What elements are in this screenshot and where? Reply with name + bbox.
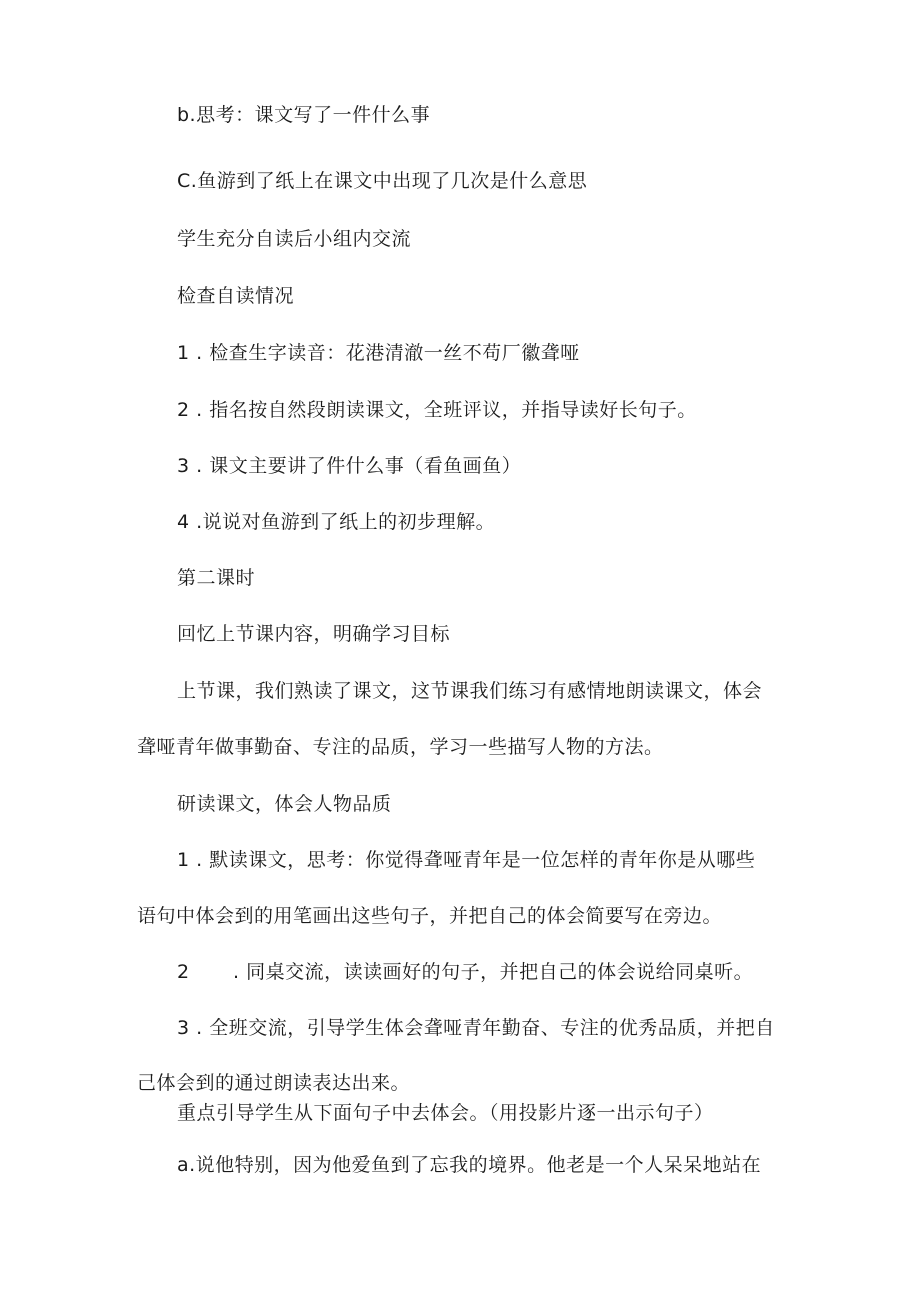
question-c: C.鱼游到了纸上在课文中出现了几次是什么意思 (177, 170, 588, 192)
list-item-4: 4 .说说对鱼游到了纸上的初步理解。 (177, 511, 496, 533)
check-reading-heading: 检查自读情况 (177, 285, 295, 307)
list-item-3: 3 . 课文主要讲了件什么事（看鱼画鱼） (177, 455, 522, 477)
sentence-a-line: a.说他特别，因为他爱鱼到了忘我的境界。他老是一个人呆呆地站在 (177, 1154, 762, 1176)
step-2-number: 2 (177, 961, 190, 983)
focus-guidance-line: 重点引导学生从下面句子中去体会。（用投影片逐一出示句子） (177, 1102, 714, 1124)
question-b: b.思考：课文写了一件什么事 (177, 104, 431, 126)
step-1-line-2: 语句中体会到的用笔画出这些句子，并把自己的体会简要写在旁边。 (137, 905, 723, 927)
list-item-2: 2 . 指名按自然段朗读课文，全班评议，并指导读好长句子。 (177, 399, 697, 421)
review-goals-line: 回忆上节课内容，明确学习目标 (177, 623, 451, 645)
paragraph-line-1: 上节课，我们熟读了课文，这节课我们练习有感情地朗读课文，体会 (177, 680, 763, 702)
step-2-line (177, 960, 753, 984)
step-2-text: . 同桌交流，读读画好的句子，并把自己的体会说给同桌听。 (233, 961, 754, 983)
step-3-line-2: 己体会到的通过朗读表达出来。 (137, 1072, 411, 1094)
step-1-line-1: 1 . 默读课文，思考：你觉得聋哑青年是一位怎样的青年你是从哪些 (177, 849, 756, 871)
second-lesson-heading: 第二课时 (177, 567, 256, 589)
paragraph-line-2: 聋哑青年做事勤奋、专注的品质，学习一些描写人物的方法。 (137, 736, 664, 758)
study-text-heading: 研读课文，体会人物品质 (177, 793, 392, 815)
list-item-1: 1 . 检查生字读音：花港清澈一丝不苟厂徽聋哑 (177, 342, 580, 364)
group-discussion-line: 学生充分自读后小组内交流 (177, 228, 412, 250)
step-3-line-1: 3 . 全班交流，引导学生体会聋哑青年勤奋、专注的优秀品质，并把自 (177, 1017, 775, 1039)
